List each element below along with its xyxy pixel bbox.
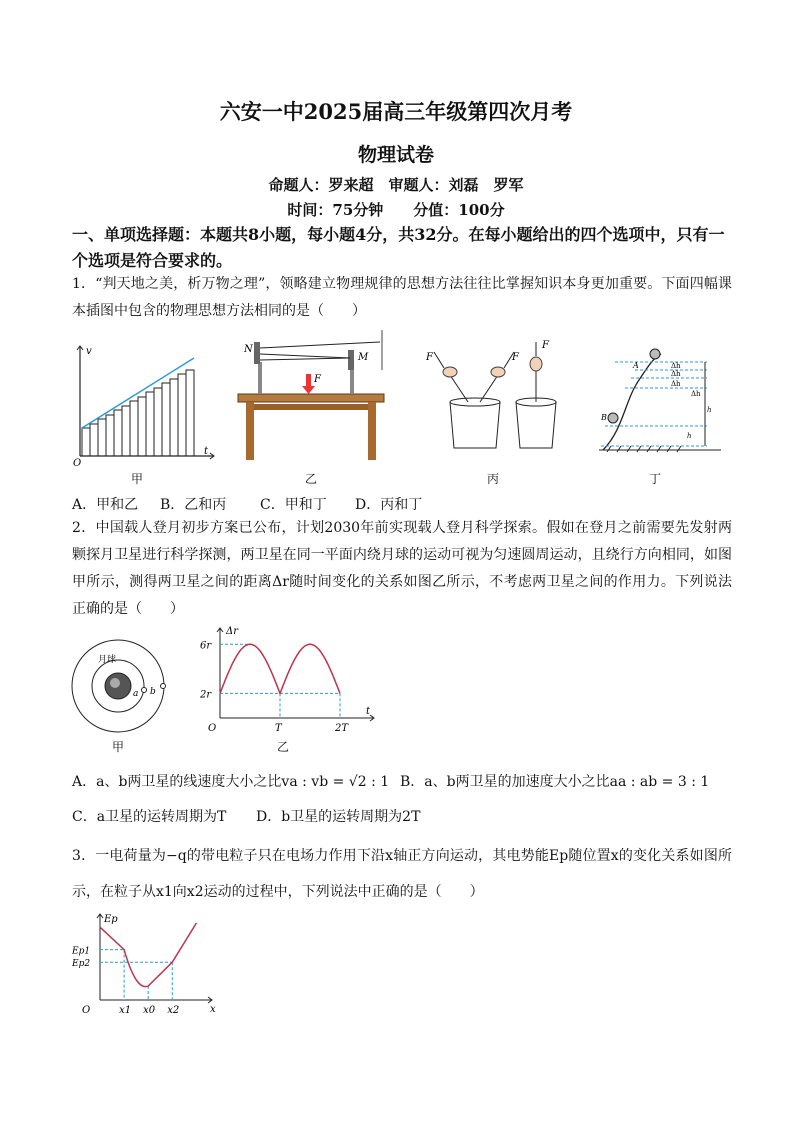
exam-title: 六安一中2025届高三年级第四次月考 [219, 99, 573, 124]
x-tick-label: O [82, 1005, 91, 1016]
svg-text:h: h [687, 432, 692, 440]
figure-jia-vt [72, 340, 222, 470]
svg-text:F: F [314, 374, 321, 385]
time-score-line: 时间：75分钟 分值：100分 [287, 201, 505, 219]
svg-text:Δh: Δh [671, 370, 681, 378]
svg-text:a: a [133, 689, 139, 699]
y-tick-label: Ep2 [72, 959, 91, 970]
subject-title: 物理试卷 [357, 144, 434, 166]
svg-text:Δh: Δh [671, 380, 681, 388]
q1-option-b[interactable]: B．乙和丙 [160, 497, 227, 513]
chart-delta-r [196, 622, 386, 732]
y-tick-label: Ep1 [72, 946, 91, 957]
x-axis-label: t [366, 706, 371, 717]
svg-text:O: O [73, 458, 82, 469]
question-1-stem: 1．“判天地之美，析万物之理”，领略建立物理规律的思想方法往往比掌握知识本身更加重要。下面四幅课本插图中包含的物理思想方法相同的是（ ） [72, 276, 732, 319]
chart-ep-x [70, 910, 220, 1018]
question-2-stem: 2．中国载人登月初步方案已公布，计划2030年前实现载人登月科学探索。假如在登月之前需要先发射两颗探月卫星进行科学探测，两卫星在同一平面内绕月球的运动可视为匀速圆周运动，且绕行方向相同，如图甲所示，测得两卫星之间的距离Δr随时间变化的关系如图乙所示，不考虑两卫星之间的作用力。下列说法正确的是（ ） [72, 520, 732, 617]
figure-label-jia-2: 甲 [111, 740, 124, 754]
q2-option-b[interactable]: B．a、b两卫星的加速度大小之比aa : ab = 3 : 1 [400, 774, 710, 790]
svg-text:Δh: Δh [691, 390, 701, 398]
section-heading: 一、单项选择题：本题共8小题，每小题4分，共32分。在每小题给出的四个选项中，只有一个选项是符合要求的。 [72, 225, 725, 270]
x-axis-label: x [210, 1004, 216, 1015]
x-tick-label: x1 [119, 1005, 132, 1016]
figure-bing-buckets [418, 336, 558, 454]
delta-r-curve [220, 644, 340, 693]
y-axis-label: Δr [226, 626, 239, 637]
y-axis-label: Ep [104, 914, 118, 925]
svg-text:A: A [633, 361, 639, 370]
svg-text:B: B [601, 413, 607, 422]
x-tick-label: O [208, 723, 217, 732]
figure-label-yi-2: 乙 [276, 740, 289, 754]
x-tick-label: x0 [143, 1005, 156, 1016]
y-tick-label: 2r [200, 689, 212, 701]
svg-text:F: F [512, 352, 519, 363]
q2-option-c[interactable]: C．a卫星的运转周期为T [72, 809, 227, 825]
x-tick-label: 2T [335, 723, 349, 732]
svg-text:M: M [358, 352, 369, 363]
figure-orbits [70, 636, 170, 736]
x-tick-label: T [275, 723, 282, 732]
figure-label-yi: 乙 [304, 472, 317, 486]
ep-curve [100, 923, 196, 987]
question-3-stem: 3．一电荷量为−q的带电粒子只在电场力作用下沿x轴正方向运动，其电势能Ep随位置x的变化关系如图所示，在粒子从x1向x2运动的过程中，下列说法中正确的是（ ） [72, 848, 732, 900]
svg-text:b: b [150, 687, 156, 697]
figure-ding-slope [595, 340, 725, 458]
q1-option-d[interactable]: D．丙和丁 [355, 497, 423, 513]
svg-text:F: F [426, 352, 433, 363]
moon-label: 月球 [98, 655, 117, 665]
figure-label-ding: 丁 [648, 472, 661, 486]
figure-label-bing: 丙 [486, 472, 499, 486]
svg-text:N: N [244, 344, 253, 355]
svg-text:h: h [707, 406, 712, 414]
x-tick-label: x2 [167, 1005, 180, 1016]
svg-text:F: F [542, 340, 549, 351]
authors-line: 命题人：罗来超 审题人：刘磊 罗军 [268, 176, 524, 194]
q2-option-a[interactable]: A．a、b两卫星的线速度大小之比va : vb = √2 : 1 [72, 774, 390, 790]
svg-text:Δh: Δh [671, 362, 681, 370]
y-tick-label: 6r [200, 640, 212, 652]
figure-label-jia: 甲 [130, 472, 143, 486]
figure-yi-mirror [232, 330, 392, 470]
svg-text:v: v [86, 346, 92, 357]
q1-option-c[interactable]: C．甲和丁 [260, 497, 327, 513]
svg-text:t: t [204, 446, 209, 457]
q2-option-d[interactable]: D．b卫星的运转周期为2T [256, 809, 421, 825]
q1-option-a[interactable]: A．甲和乙 [72, 497, 139, 513]
